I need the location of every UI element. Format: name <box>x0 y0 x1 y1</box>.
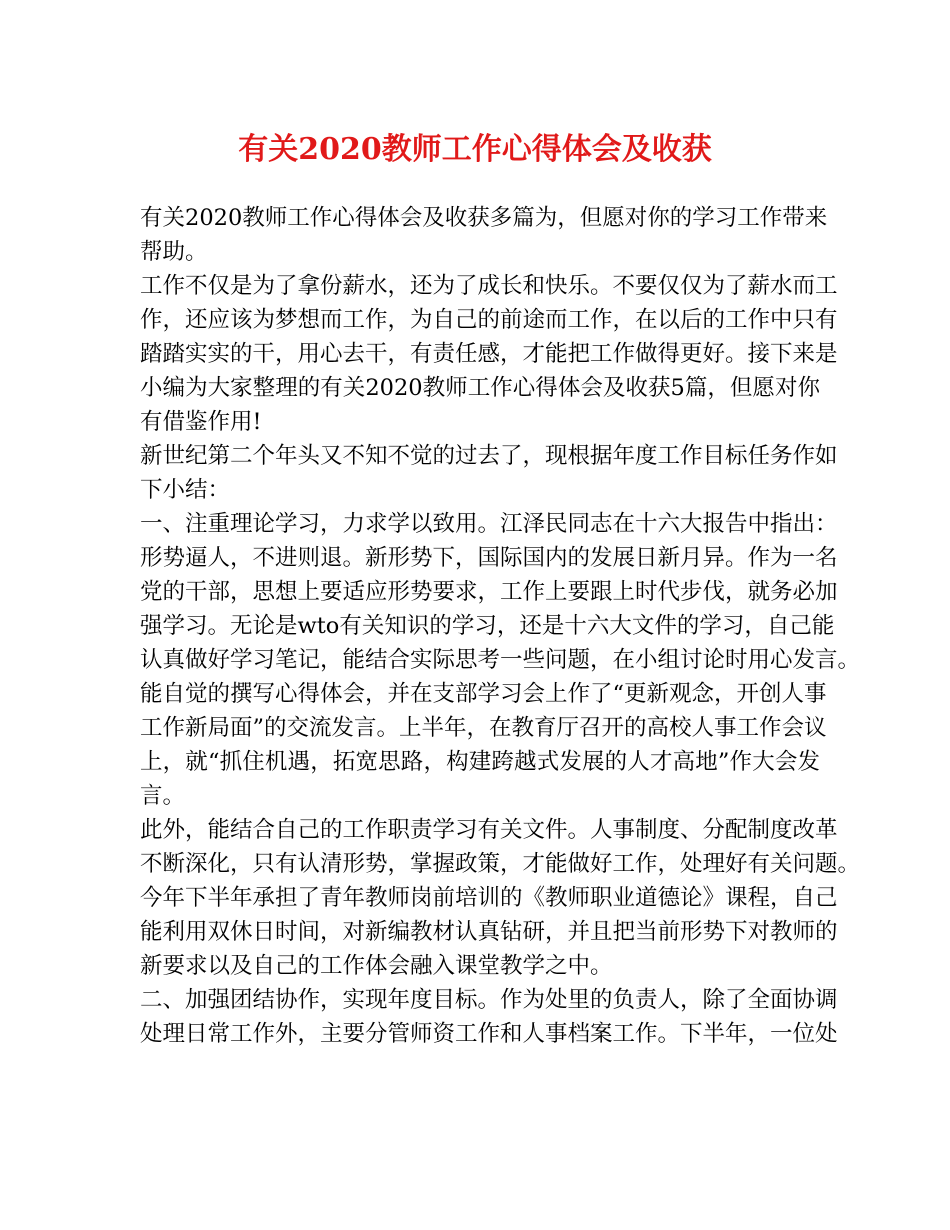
body-line: 能利用双休日时间，对新编教材认真钻研，并且把当前形势下对教师的 <box>140 919 838 945</box>
body-line: 工作不仅是为了拿份薪水，还为了成长和快乐。不要仅仅为了薪水而工 <box>140 273 838 299</box>
body-line: 此外，能结合自己的工作职责学习有关文件。人事制度、分配制度改革 <box>140 817 838 843</box>
body-line: 踏踏实实的干，用心去干，有责任感，才能把工作做得更好。接下来是 <box>140 341 838 367</box>
body-line: 党的干部，思想上要适应形势要求，工作上要跟上时代步伐，就务必加 <box>140 579 838 605</box>
body-line: 小编为大家整理的有关2020教师工作心得体会及收获5篇，但愿对你 <box>140 375 820 401</box>
body-line: 二、加强团结协作，实现年度目标。作为处里的负责人，除了全面协调 <box>140 987 838 1013</box>
body-line: 上，就“抓住机遇，拓宽思路，构建跨越式发展的人才高地”作大会发 <box>140 749 820 775</box>
document-title: 有关2020教师工作心得体会及收获 <box>238 132 712 167</box>
body-line: 工作新局面”的交流发言。上半年，在教育厅召开的高校人事工作会议 <box>140 715 827 741</box>
body-line: 处理日常工作外，主要分管师资工作和人事档案工作。下半年，一位处 <box>140 1021 838 1047</box>
body-line: 下小结： <box>140 477 231 503</box>
body-line: 一、注重理论学习，力求学以致用。江泽民同志在十六大报告中指出： <box>140 511 838 537</box>
body-line: 新要求以及自己的工作体会融入课堂教学之中。 <box>140 953 613 979</box>
body-line: 有借鉴作用! <box>140 409 262 435</box>
body-line: 强学习。无论是wto有关知识的学习，还是十六大文件的学习，自己能 <box>140 613 835 639</box>
body-line: 有关2020教师工作心得体会及收获多篇为，但愿对你的学习工作带来 <box>140 205 828 231</box>
body-line: 今年下半年承担了青年教师岗前培训的《教师职业道德论》课程，自己 <box>140 885 838 911</box>
body-line: 形势逼人，不进则退。新形势下，国际国内的发展日新月异。作为一名 <box>140 545 838 571</box>
body-line: 能自觉的撰写心得体会，并在支部学习会上作了“更新观念，开创人事 <box>140 681 827 707</box>
body-line: 不断深化，只有认清形势，掌握政策，才能做好工作，处理好有关问题。 <box>140 851 861 877</box>
body-line: 新世纪第二个年头又不知不觉的过去了，现根据年度工作目标任务作如 <box>140 443 838 469</box>
body-line: 言。 <box>140 783 186 809</box>
body-line: 作，还应该为梦想而工作，为自己的前途而工作，在以后的工作中只有 <box>140 307 838 333</box>
body-line: 认真做好学习笔记，能结合实际思考一些问题，在小组讨论时用心发言。 <box>140 647 861 673</box>
document-body <box>140 201 861 1051</box>
body-line: 帮助。 <box>140 239 208 265</box>
